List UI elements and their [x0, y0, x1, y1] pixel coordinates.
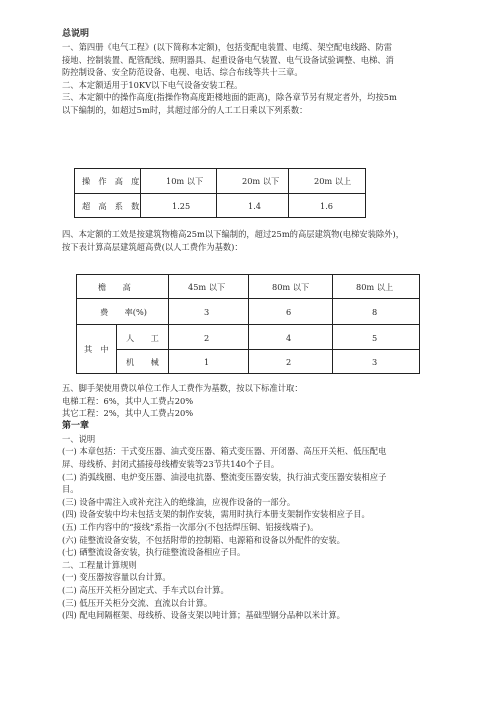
table-header-cell: 80m 以上	[356, 282, 394, 292]
chapter-line: 目。	[62, 484, 79, 495]
section-line: 四、本定额的工效是按建筑物檐高25m以下编制的，超过25m的高层建筑物(电梯安装除外)，	[62, 229, 405, 239]
intro-line: 二、本定额适用于10KV以下电气设备安装工程。	[62, 79, 243, 90]
document-body	[62, 28, 434, 117]
table-header-label: 檐 高	[98, 282, 131, 292]
chapter-line: (一) 变压器按容量以台计算。	[62, 572, 171, 583]
table-cell: 6	[286, 307, 292, 317]
table-cell: 5	[372, 333, 378, 343]
chapter-line: (三) 设备中需注入或补充注入的绝缘油，应视作设备的一部分。	[62, 496, 296, 507]
table-cell: 8	[372, 307, 378, 317]
chapter-line: (二) 高压开关柜分固定式、手车式以台计算。	[62, 584, 229, 595]
table-cell: 1.4	[248, 201, 262, 211]
table-header-cell: 20m 以下	[242, 176, 280, 186]
intro-line: 防控制设备、安全防范设备、电视、电话、综合布线等共十三章。	[62, 67, 303, 78]
table-header-cell: 10m 以下	[166, 176, 204, 186]
intro-line: 三、本定额中的操作高度(指操作物高度距楼地面的距离)，除各章节另有规定者外，均按5m	[62, 92, 397, 103]
table-cell: 1	[204, 357, 210, 367]
chapter-line: 二、工程量计算规则	[62, 559, 137, 570]
table-row-label: 机 械	[126, 357, 159, 367]
table-cell: 1.6	[320, 201, 334, 211]
chapter-line: 一、说明	[62, 433, 96, 444]
high-rise-surcharge-table	[76, 274, 420, 374]
table-header-cell: 80m 以下	[272, 282, 310, 292]
chapter-line: (二) 消弧线圈、电炉变压器、油浸电抗器、整流变压器安装，执行油式变压器安装相应子	[62, 471, 387, 482]
table-row-label: 超 高 系 数	[82, 201, 140, 211]
table-cell: 2	[286, 357, 292, 367]
height-coefficient-table	[74, 168, 366, 218]
chapter-line: (一) 本章包括：干式变压器、油式变压器、箱式变压器、开闭器、高压开关柜、低压配电	[62, 446, 387, 457]
table-group-label: 其 中	[84, 344, 109, 354]
section-five	[62, 382, 434, 622]
section-line: 其它工程：2%，其中人工费占20%	[62, 408, 194, 419]
table-header-cell: 45m 以下	[188, 282, 226, 292]
document-title: 总说明	[62, 29, 90, 39]
chapter-line: 屏、母线桥、封闭式插接母线槽安装等23节共140个子目。	[62, 458, 280, 469]
table-header-label: 操 作 高 度	[82, 176, 140, 186]
chapter-line: (四) 配电间隔框架、母线桥、设备支架以吨计算；基础型钢分品种以米计算。	[62, 610, 345, 621]
table-header-cell: 20m 以上	[314, 176, 352, 186]
chapter-line: (三) 低压开关柜分交流、直流以台计算。	[62, 597, 213, 608]
section-line: 电梯工程：6%，其中人工费占20%	[62, 395, 194, 406]
table-cell: 4	[286, 333, 292, 343]
table-row-label: 人 工	[126, 333, 159, 343]
chapter-line: (四) 设备安装中均未包括支架的制作安装，需用时执行本册支架制作安装相应子目。	[62, 509, 370, 520]
table-row-label: 费 率(%)	[100, 307, 147, 317]
table-cell: 3	[204, 307, 210, 317]
chapter-title: 第一章	[62, 420, 90, 431]
table-cell: 3	[372, 357, 378, 367]
chapter-line: (六) 硅整流设备安装，不包括附带的控制箱、电源箱和设备以外配件的安装。	[62, 534, 345, 545]
chapter-line: (五) 工作内容中的“接线”系指一次部分(不包括焊压铜、铝接线端子)。	[62, 521, 319, 532]
section-line: 按下表计算高层建筑超高费(以人工费作为基数)：	[62, 241, 243, 252]
section-four	[62, 228, 434, 253]
table-cell: 2	[204, 333, 210, 343]
section-line: 五、脚手架使用费以单位工作人工费作为基数，按以下标准计取：	[62, 383, 303, 393]
chapter-line: (七) 硒整流设备安装，执行硅整流设备相应子目。	[62, 547, 246, 558]
intro-line: 一、第四册《电气工程》(以下简称本定额)，包括变配电装置、电缆、架空配电线路、防雷	[62, 42, 393, 52]
intro-line: 接地、控制装置、配管配线、照明器具、起重设备电气装置、电气设备试验调整、电梯、消	[62, 54, 394, 65]
table-cell: 1.25	[172, 201, 191, 211]
intro-line: 以下编制的，如超过5m时，其超过部分的人工工日乘以下列系数：	[62, 104, 308, 115]
